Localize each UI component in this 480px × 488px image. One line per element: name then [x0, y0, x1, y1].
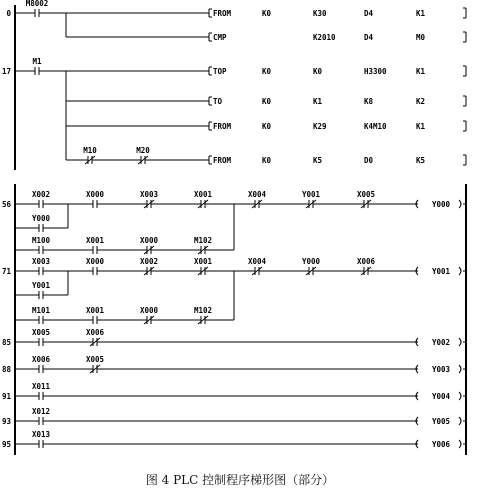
instruction-operand: K0	[262, 97, 272, 106]
instruction-operand: K0	[262, 67, 272, 76]
rung-number: 17	[1, 67, 11, 76]
coil-label: Y002	[432, 338, 451, 347]
coil-label: Y000	[432, 200, 451, 209]
coil-symbol-right	[459, 267, 461, 275]
instruction-opcode: TOP	[213, 67, 227, 76]
instruction-operand: K5	[313, 156, 323, 165]
contact-label: X000	[85, 190, 105, 199]
contact-label: M10	[83, 146, 97, 155]
instruction-operand: K0	[262, 122, 272, 131]
instruction-operand: K0	[262, 9, 272, 18]
contact-label: X001	[85, 236, 105, 245]
contact-label: X001	[193, 190, 213, 199]
figure-caption: 图 4 PLC 控制程序梯形图（部分）	[145, 473, 335, 487]
instruction-operand: K5	[416, 156, 426, 165]
coil-symbol-right	[459, 392, 461, 400]
instruction-operand: M0	[416, 33, 426, 42]
instruction-operand: D4	[364, 9, 374, 18]
coil-symbol-right	[459, 365, 461, 373]
rung-number: 93	[1, 417, 11, 426]
contact-label: Y000	[301, 257, 321, 266]
contact-label: X006	[31, 355, 51, 364]
rung-number: 91	[1, 392, 11, 401]
coil-label: Y001	[432, 267, 451, 276]
instruction-operand: K0	[313, 67, 323, 76]
rung-number: 85	[1, 338, 11, 347]
coil-label: Y006	[432, 440, 451, 449]
coil-label: Y003	[432, 365, 451, 374]
contact-label: X005	[85, 355, 105, 364]
rung-number: 71	[1, 267, 11, 276]
contact-label: M101	[31, 306, 51, 315]
rung-number: 95	[1, 440, 11, 449]
contact-label: Y001	[31, 281, 51, 290]
contact-label: X006	[85, 328, 105, 337]
instruction-operand: D4	[364, 33, 374, 42]
coil-symbol-right	[459, 200, 461, 208]
contact-label: M102	[193, 306, 213, 315]
instruction-operand: K1	[313, 97, 323, 106]
instruction-opcode: FROM	[213, 9, 232, 18]
coil-symbol-right	[459, 417, 461, 425]
contact-label: X004	[247, 190, 267, 199]
instruction-operand: K29	[313, 122, 327, 131]
coil-label: Y005	[432, 417, 451, 426]
contact-label: M1	[32, 57, 42, 66]
contact-label: X002	[139, 257, 159, 266]
instruction-operand: K0	[262, 156, 272, 165]
rung-number: 56	[1, 200, 11, 209]
coil-symbol-right	[459, 338, 461, 346]
instruction-opcode: TO	[213, 97, 223, 106]
contact-label: X002	[31, 190, 51, 199]
instruction-operand: H3300	[364, 67, 387, 76]
contact-label: X000	[85, 257, 105, 266]
contact-label: X005	[356, 190, 376, 199]
contact-label: X005	[31, 328, 51, 337]
contact-label: X013	[31, 430, 51, 439]
contact-label: X003	[139, 190, 159, 199]
instruction-operand: K1	[416, 122, 426, 131]
instruction-opcode: CMP	[213, 33, 227, 42]
contact-label: Y001	[301, 190, 321, 199]
instruction-operand: K1	[416, 67, 426, 76]
contact-label: X006	[356, 257, 376, 266]
instruction-operand: K1	[416, 9, 426, 18]
contact-label: M100	[31, 236, 51, 245]
contact-label: Y000	[31, 214, 51, 223]
instruction-operand: K30	[313, 9, 327, 18]
rung-number: 88	[1, 365, 11, 374]
contact-label: X000	[139, 236, 159, 245]
contact-label: X001	[85, 306, 105, 315]
instruction-operand: K4M10	[364, 122, 387, 131]
contact-label: X000	[139, 306, 159, 315]
instruction-operand: K2	[416, 97, 426, 106]
coil-label: Y004	[432, 392, 451, 401]
instruction-operand: K8	[364, 97, 374, 106]
instruction-opcode: FROM	[213, 122, 232, 131]
contact-label: M8002	[25, 0, 49, 8]
coil-symbol-right	[459, 440, 461, 448]
instruction-operand: K2010	[313, 33, 336, 42]
contact-label: X011	[31, 382, 51, 391]
contact-label: X004	[247, 257, 267, 266]
contact-label: M20	[136, 146, 150, 155]
contact-label: X001	[193, 257, 213, 266]
rung-number: 0	[6, 9, 11, 18]
contact-label: X003	[31, 257, 51, 266]
contact-label: M102	[193, 236, 213, 245]
contact-label: X012	[31, 407, 51, 416]
instruction-operand: D0	[364, 156, 374, 165]
instruction-opcode: FROM	[213, 156, 232, 165]
